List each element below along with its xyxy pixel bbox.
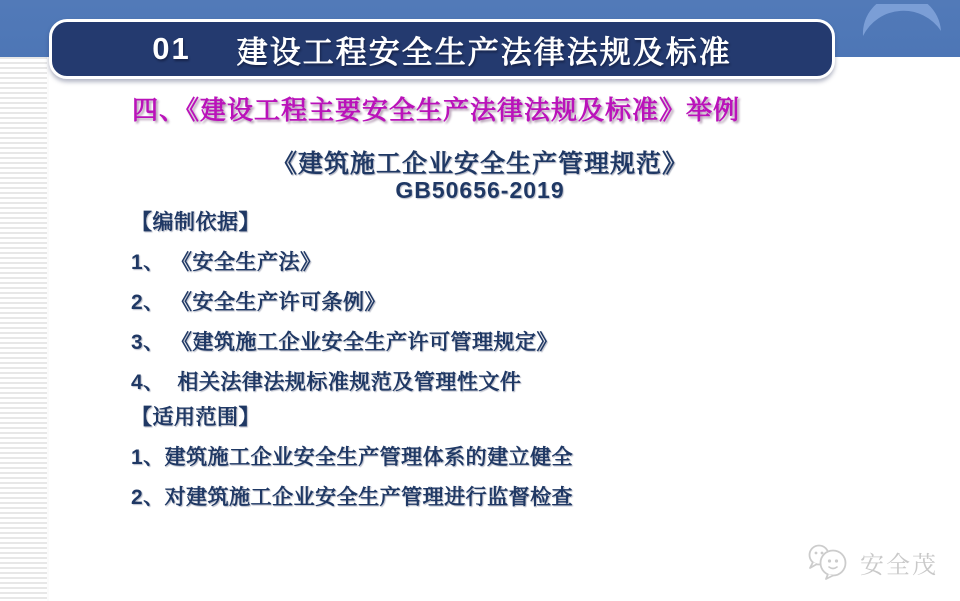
left-striped-margin bbox=[0, 57, 49, 601]
list-item: 1、 《安全生产法》 bbox=[131, 251, 322, 274]
list-item: 1、建筑施工企业安全生产管理体系的建立健全 bbox=[131, 446, 574, 469]
chapter-number: 01 bbox=[152, 31, 191, 66]
list-item: 2、 《安全生产许可条例》 bbox=[131, 291, 387, 314]
document-code: GB50656-2019 bbox=[395, 177, 565, 203]
content-list bbox=[131, 209, 831, 524]
list-item: 4、 相关法律法规标准规范及管理性文件 bbox=[131, 371, 522, 394]
chat-bubbles-icon bbox=[806, 543, 852, 581]
block-label-basis: 【编制依据】 bbox=[131, 211, 260, 234]
document-title: 《建筑施工企业安全生产管理规范》 bbox=[271, 150, 688, 178]
brand-name: 安全茂 bbox=[860, 551, 938, 579]
chapter-header-bar bbox=[49, 19, 835, 79]
brand-watermark bbox=[806, 543, 938, 581]
list-item: 3、 《建筑施工企业安全生产许可管理规定》 bbox=[131, 331, 559, 354]
section-heading: 四、《建设工程主要安全生产法律法规及标准》举例 bbox=[132, 95, 741, 125]
crescent-arc-icon bbox=[860, 4, 944, 38]
chapter-title: 建设工程安全生产法律法规及标准 bbox=[236, 34, 732, 70]
block-label-scope: 【适用范围】 bbox=[131, 406, 260, 429]
list-item: 2、对建筑施工企业安全生产管理进行监督检查 bbox=[131, 486, 574, 509]
